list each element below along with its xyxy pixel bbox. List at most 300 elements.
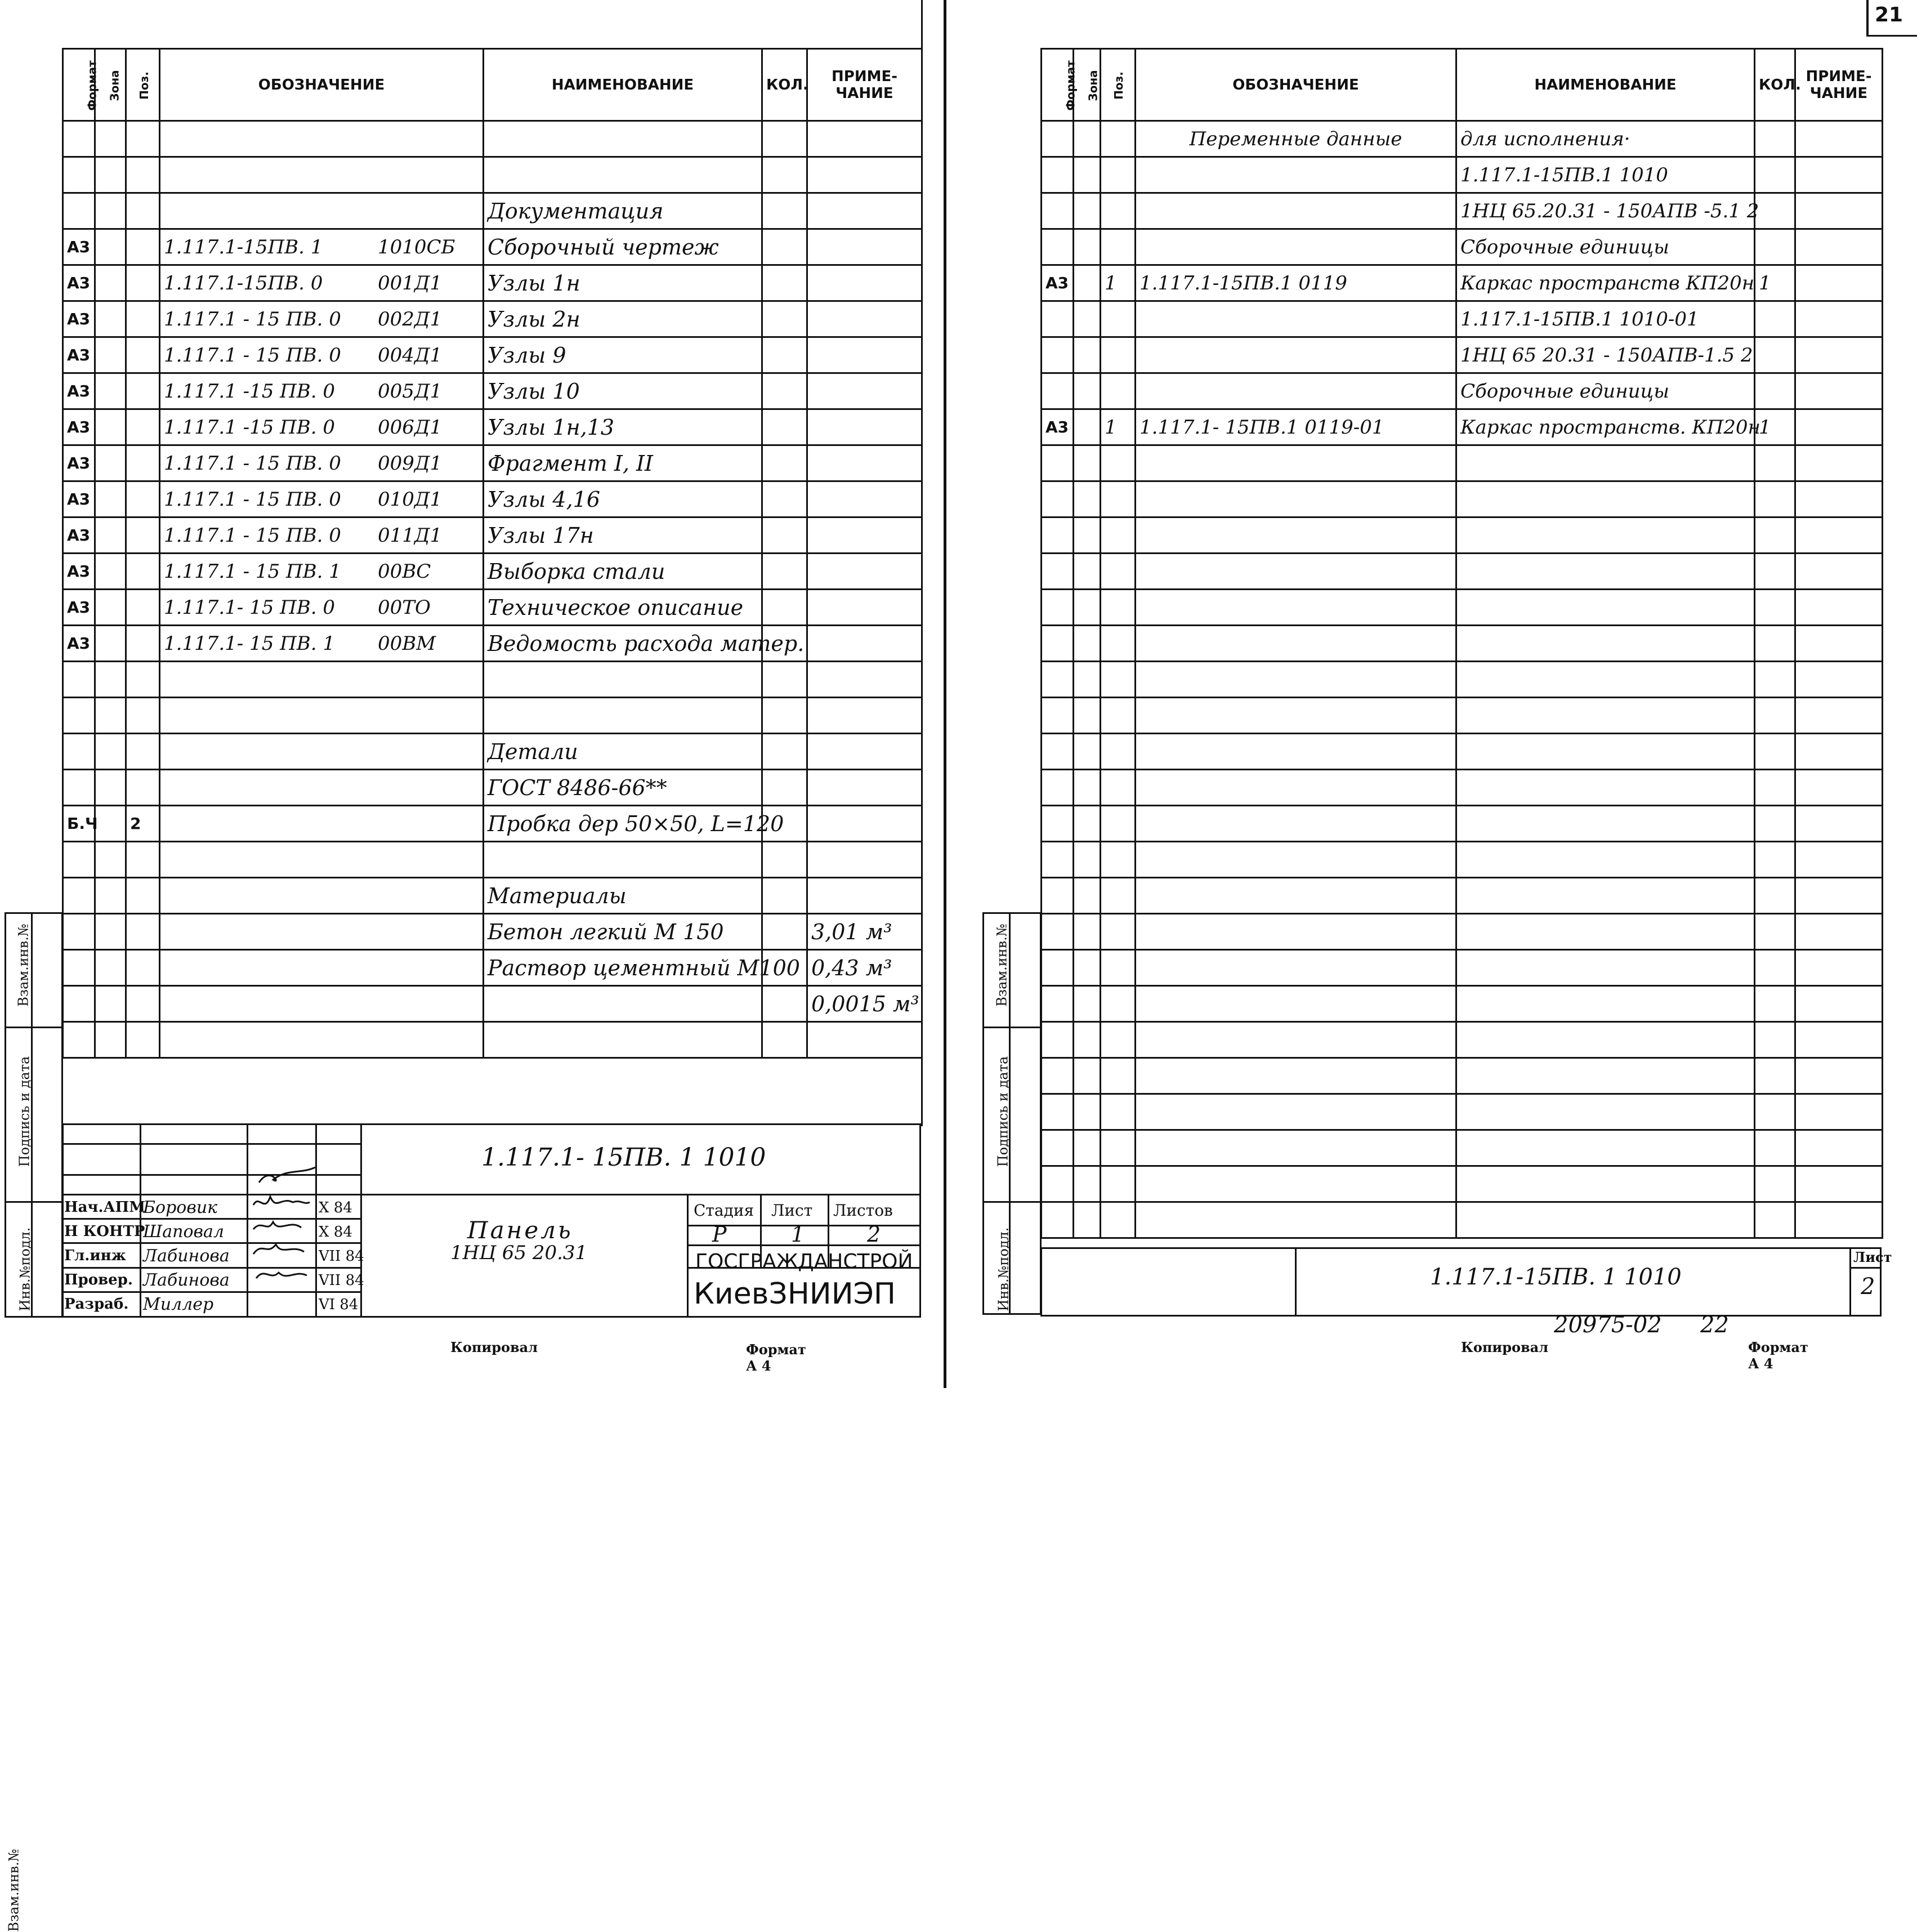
cell-zone (95, 734, 126, 770)
cell-format (1042, 121, 1074, 157)
cell-qty (762, 878, 807, 914)
cell-note (807, 590, 922, 626)
sheets-value: 2 (867, 1222, 881, 1247)
designation-suffix: 00ТО (378, 596, 431, 619)
cell-note (1795, 1166, 1883, 1202)
cell-format (63, 121, 95, 157)
cell-format: А3 (1042, 409, 1074, 445)
cell-name (484, 662, 762, 698)
cell-zone (95, 229, 126, 265)
cell-designation (1136, 1058, 1456, 1094)
cell-pos (1101, 878, 1136, 914)
left-footer-format: Формат А 4 (746, 1341, 806, 1374)
table-row (63, 337, 922, 373)
cell-name: Материалы (484, 878, 762, 914)
cell-name: Ведомость расхода матер. (484, 626, 762, 662)
cell-zone (1074, 590, 1101, 626)
designation-suffix: 006Д1 (378, 416, 443, 439)
cell-note (807, 1022, 922, 1058)
cell-name: Узлы 17н (484, 517, 762, 554)
cell-qty (1755, 193, 1795, 229)
cell-pos (1101, 626, 1136, 662)
cell-qty (1755, 445, 1795, 481)
designation-code: 1.117.1 -15 ПВ. 0 (164, 380, 336, 403)
cell-format (1042, 842, 1074, 878)
cell-format (63, 662, 95, 698)
cell-name (1456, 626, 1755, 662)
cell-designation (160, 554, 484, 590)
cell-qty (1755, 481, 1795, 517)
table-row (1042, 265, 1883, 301)
cell-name: Узлы 10 (484, 373, 762, 409)
cell-note (807, 301, 922, 337)
cell-pos (126, 842, 160, 878)
cell-format (63, 698, 95, 734)
cell-designation (160, 409, 484, 445)
cell-format (1042, 157, 1074, 193)
cell-designation (1136, 554, 1456, 590)
cell-note (1795, 157, 1883, 193)
table-row (1042, 1058, 1883, 1094)
cell-designation (1136, 373, 1456, 409)
table-row (1042, 373, 1883, 409)
cell-zone (1074, 806, 1101, 842)
cell-zone (1074, 121, 1101, 157)
table-row (63, 265, 922, 301)
cell-format (1042, 590, 1074, 626)
col-qty-header: КОЛ. (1755, 49, 1795, 121)
cell-name (1456, 481, 1755, 517)
cell-name: ГОСТ 8486-66** (484, 770, 762, 806)
cell-format (1042, 229, 1074, 265)
designation-suffix: 002Д1 (378, 307, 443, 331)
cell-note (1795, 806, 1883, 842)
cell-qty (762, 517, 807, 554)
left-footer-copied: Копировал (450, 1339, 538, 1355)
cell-note (1795, 986, 1883, 1022)
cell-designation (1136, 842, 1456, 878)
cell-designation (1136, 914, 1456, 950)
cell-pos (1101, 842, 1136, 878)
cell-pos (1101, 1130, 1136, 1166)
cell-pos (126, 301, 160, 337)
table-row (63, 1022, 922, 1058)
cell-qty (1755, 806, 1795, 842)
cell-name (1456, 1094, 1755, 1130)
designation-code: 1.117.1 - 15 ПВ. 0 (164, 452, 341, 475)
cell-pos (126, 950, 160, 986)
cell-designation (1136, 337, 1456, 373)
cell-name: Бетон легкий М 150 (484, 914, 762, 950)
cell-note (807, 517, 922, 554)
cell-zone (1074, 1166, 1101, 1202)
cell-format (1042, 986, 1074, 1022)
role-date: VII 84 (319, 1248, 364, 1265)
cell-qty: 1 (1755, 265, 1795, 301)
cell-qty (1755, 229, 1795, 265)
col-designation-header: ОБОЗНАЧЕНИЕ (160, 49, 484, 121)
cell-format: А3 (63, 229, 95, 265)
stage-value: Р (712, 1222, 727, 1247)
col-name-header: НАИМЕНОВАНИЕ (484, 49, 762, 121)
cell-zone (95, 373, 126, 409)
table-row (63, 121, 922, 157)
table-row (1042, 445, 1883, 481)
cell-note (1795, 373, 1883, 409)
cell-zone (1074, 517, 1101, 554)
cell-note (1795, 445, 1883, 481)
cell-note (807, 554, 922, 590)
cell-note (1795, 301, 1883, 337)
cell-zone (1074, 337, 1101, 373)
side-stamp-row (6, 1201, 61, 1203)
cell-name: Узлы 1н,13 (484, 409, 762, 445)
cell-designation (1136, 806, 1456, 842)
designation-code: 1.117.1 - 15 ПВ. 0 (164, 343, 341, 367)
table-row (1042, 193, 1883, 229)
table-row (63, 770, 922, 806)
cell-qty (762, 770, 807, 806)
cell-pos (126, 878, 160, 914)
cell-zone (1074, 662, 1101, 698)
cell-pos (1101, 517, 1136, 554)
right-header-row (1042, 49, 1883, 121)
cell-name: Сборочный чертеж (484, 229, 762, 265)
cell-format (1042, 1094, 1074, 1130)
cell-pos (1101, 770, 1136, 806)
cell-pos (126, 590, 160, 626)
left-header-row (63, 49, 922, 121)
cell-note (807, 806, 922, 842)
cell-format (1042, 662, 1074, 698)
cell-zone (1074, 1202, 1101, 1238)
cell-qty (1755, 986, 1795, 1022)
cell-designation (1136, 878, 1456, 914)
designation-code: 1.117.1- 15 ПВ. 1 (164, 632, 336, 655)
role-person: Миллер (143, 1295, 214, 1314)
side-label-inv-original: Инв.№подл. (995, 1227, 1012, 1311)
role-title: Разраб. (64, 1296, 129, 1313)
cell-pos (126, 481, 160, 517)
cell-name: Узлы 1н (484, 265, 762, 301)
cell-format (63, 770, 95, 806)
table-row (1042, 121, 1883, 157)
cell-zone (1074, 1130, 1101, 1166)
cell-zone (1074, 986, 1101, 1022)
cell-pos (1101, 986, 1136, 1022)
cell-name (484, 1022, 762, 1058)
cell-qty (762, 445, 807, 481)
cell-designation (160, 337, 484, 373)
cell-format: А3 (63, 626, 95, 662)
cell-pos (1101, 373, 1136, 409)
cell-name: 1НЦ 65 20.31 - 150АПВ-1.5 2 (1456, 337, 1755, 373)
col-designation-header: ОБОЗНАЧЕНИЕ (1136, 49, 1456, 121)
cell-note (807, 481, 922, 517)
cell-format (1042, 698, 1074, 734)
cell-pos (126, 986, 160, 1022)
cell-format (1042, 1022, 1074, 1058)
cell-pos (126, 662, 160, 698)
cell-designation (160, 698, 484, 734)
table-row (1042, 770, 1883, 806)
cell-format: А3 (63, 301, 95, 337)
cell-designation (1136, 301, 1456, 337)
cell-designation (1136, 157, 1456, 193)
cell-format: А3 (63, 409, 95, 445)
cell-zone (95, 265, 126, 301)
side-label-sign-date: Подпись и дата (16, 1056, 33, 1167)
cell-zone (1074, 481, 1101, 517)
table-row (1042, 301, 1883, 337)
cell-name (1456, 986, 1755, 1022)
cell-zone (1074, 1094, 1101, 1130)
cell-note (807, 229, 922, 265)
role-title: Нач.АПМ (64, 1199, 146, 1216)
side-label-sign-date: Подпись и дата (995, 1056, 1011, 1167)
cell-pos (1101, 698, 1136, 734)
cell-qty (1755, 1058, 1795, 1094)
cell-designation (160, 842, 484, 878)
product-name-line2: 1НЦ 65 20.31 (450, 1242, 588, 1264)
left-spec-table (62, 48, 923, 1059)
cell-name (1456, 950, 1755, 986)
designation-suffix: 009Д1 (378, 452, 443, 475)
cell-qty (1755, 1130, 1795, 1166)
cell-pos (126, 554, 160, 590)
cell-note (1795, 950, 1883, 986)
col-name-header: НАИМЕНОВАНИЕ (1456, 49, 1755, 121)
cell-pos: 1 (1101, 409, 1136, 445)
cell-pos (126, 229, 160, 265)
cell-pos (126, 409, 160, 445)
table-row (1042, 950, 1883, 986)
cell-note (807, 157, 922, 193)
cell-name: Документация (484, 193, 762, 229)
cell-qty (762, 734, 807, 770)
archive-number: 20975-02 (1554, 1312, 1662, 1338)
cell-zone (1074, 229, 1101, 265)
table-row (63, 698, 922, 734)
signatures (248, 1163, 321, 1318)
cell-format (1042, 193, 1074, 229)
designation-code: 1.117.1-15ПВ. 1 (164, 235, 323, 258)
cell-note: 0,43 м³ (807, 950, 922, 986)
cell-note (807, 337, 922, 373)
table-row (63, 626, 922, 662)
cell-name: Сборочные единицы (1456, 373, 1755, 409)
role-title: Н КОНТР (64, 1223, 145, 1240)
cell-designation (160, 914, 484, 950)
cell-format: А3 (63, 265, 95, 301)
cell-name (1456, 914, 1755, 950)
cell-format (1042, 806, 1074, 842)
table-row (63, 662, 922, 698)
cell-format (1042, 1166, 1074, 1202)
cell-designation (1136, 626, 1456, 662)
col-note-header: ПРИМЕ- ЧАНИЕ (1795, 49, 1883, 121)
table-row (1042, 662, 1883, 698)
table-row (1042, 698, 1883, 734)
cell-designation (1136, 1022, 1456, 1058)
table-row (1042, 229, 1883, 265)
cell-note (1795, 842, 1883, 878)
cell-designation (160, 806, 484, 842)
cell-zone (1074, 1058, 1101, 1094)
cell-name: Раствор цементный М100 (484, 950, 762, 986)
cell-qty (1755, 1166, 1795, 1202)
cell-note: 3,01 м³ (807, 914, 922, 950)
side-label-inv-replace: Взам.инв.№ (994, 923, 1010, 1007)
cell-designation (160, 950, 484, 986)
cell-designation (1136, 193, 1456, 229)
cell-qty (1755, 914, 1795, 950)
cell-format (1042, 914, 1074, 950)
cell-name (1456, 1022, 1755, 1058)
designation-code: 1.117.1 -15 ПВ. 0 (164, 416, 336, 439)
designation-code: 1.117.1 - 15 ПВ. 0 (164, 307, 341, 331)
cell-zone (95, 481, 126, 517)
cell-qty (1755, 554, 1795, 590)
role-person: Лабинова (143, 1270, 230, 1290)
side-stamp-row (6, 1027, 61, 1028)
cell-format (63, 734, 95, 770)
cell-designation (1136, 1094, 1456, 1130)
cell-note (807, 265, 922, 301)
cell-designation: Переменные данные (1136, 121, 1456, 157)
table-row (63, 373, 922, 409)
cell-note (1795, 662, 1883, 698)
cell-pos (1101, 590, 1136, 626)
cell-name (1456, 1166, 1755, 1202)
cell-pos (1101, 337, 1136, 373)
cell-qty (762, 842, 807, 878)
cell-qty (1755, 301, 1795, 337)
cell-name (1456, 1202, 1755, 1238)
cell-designation (1136, 770, 1456, 806)
cell-qty (762, 301, 807, 337)
role-date: VI 84 (319, 1296, 359, 1313)
cell-qty (1755, 662, 1795, 698)
table-row (1042, 554, 1883, 590)
cell-name: Каркас пространств. КП20н (1456, 409, 1755, 445)
cell-qty (1755, 1202, 1795, 1238)
cell-qty: 1 (1755, 409, 1795, 445)
cell-designation (160, 481, 484, 517)
cell-zone (95, 770, 126, 806)
cell-name (1456, 445, 1755, 481)
cell-pos (1101, 121, 1136, 157)
cell-name: Узлы 2н (484, 301, 762, 337)
cell-qty (762, 590, 807, 626)
cell-note (1795, 698, 1883, 734)
cell-note (1795, 770, 1883, 806)
cell-format (1042, 337, 1074, 373)
cell-name (1456, 590, 1755, 626)
table-row (63, 842, 922, 878)
cell-format: А3 (63, 590, 95, 626)
cell-zone (1074, 842, 1101, 878)
cell-pos (1101, 1166, 1136, 1202)
cell-qty (1755, 121, 1795, 157)
cell-designation (160, 517, 484, 554)
table-row (1042, 409, 1883, 445)
cell-qty (1755, 698, 1795, 734)
cell-qty (1755, 590, 1795, 626)
table-row (63, 806, 922, 842)
cell-qty (1755, 950, 1795, 986)
cell-pos: 2 (126, 806, 160, 842)
cell-zone (1074, 698, 1101, 734)
cell-note (1795, 878, 1883, 914)
cell-zone (1074, 554, 1101, 590)
cell-pos (1101, 301, 1136, 337)
cell-note (807, 373, 922, 409)
cell-qty (762, 337, 807, 373)
cell-qty (762, 265, 807, 301)
cell-pos (1101, 229, 1136, 265)
cell-name (1456, 1130, 1755, 1166)
cell-zone (95, 806, 126, 842)
cell-designation (1136, 1166, 1456, 1202)
cell-name: Сборочные единицы (1456, 229, 1755, 265)
cell-note (807, 193, 922, 229)
cell-note (807, 445, 922, 481)
table-row (63, 157, 922, 193)
cell-pos (1101, 1022, 1136, 1058)
cell-format (1042, 1130, 1074, 1166)
col-format-header: Формат (63, 49, 95, 121)
cell-designation (1136, 698, 1456, 734)
cell-zone (95, 337, 126, 373)
cell-zone (1074, 193, 1101, 229)
role-date: X 84 (319, 1224, 352, 1241)
cell-format (1042, 554, 1074, 590)
table-row (1042, 842, 1883, 878)
cell-zone (1074, 373, 1101, 409)
cell-qty (762, 481, 807, 517)
cell-note (807, 409, 922, 445)
table-row (1042, 1022, 1883, 1058)
right-footer-format: Формат А 4 (1748, 1339, 1808, 1372)
designation-code: 1.117.1 - 15 ПВ. 1 (164, 560, 341, 583)
table-row (1042, 914, 1883, 950)
org-name-1: ГОСГРАЖДАНСТРОЙ (695, 1250, 913, 1273)
col-zone-header: Зона (95, 49, 126, 121)
cell-pos (1101, 193, 1136, 229)
cell-format (63, 878, 95, 914)
cell-format: А3 (63, 481, 95, 517)
cell-note (807, 698, 922, 734)
cell-note (807, 121, 922, 157)
table-row (63, 554, 922, 590)
cell-note (1795, 626, 1883, 662)
cell-note (1795, 1022, 1883, 1058)
cell-designation (160, 770, 484, 806)
cell-pos (126, 1022, 160, 1058)
left-side-stamp (5, 912, 63, 1932)
table-row (1042, 1094, 1883, 1130)
table-row (1042, 1166, 1883, 1202)
cell-name (1456, 842, 1755, 878)
cell-name (1456, 1058, 1755, 1094)
cell-note (1795, 517, 1883, 554)
cell-designation (160, 121, 484, 157)
cell-qty (1755, 337, 1795, 373)
cell-note (807, 734, 922, 770)
table-row (63, 517, 922, 554)
cell-format (63, 986, 95, 1022)
